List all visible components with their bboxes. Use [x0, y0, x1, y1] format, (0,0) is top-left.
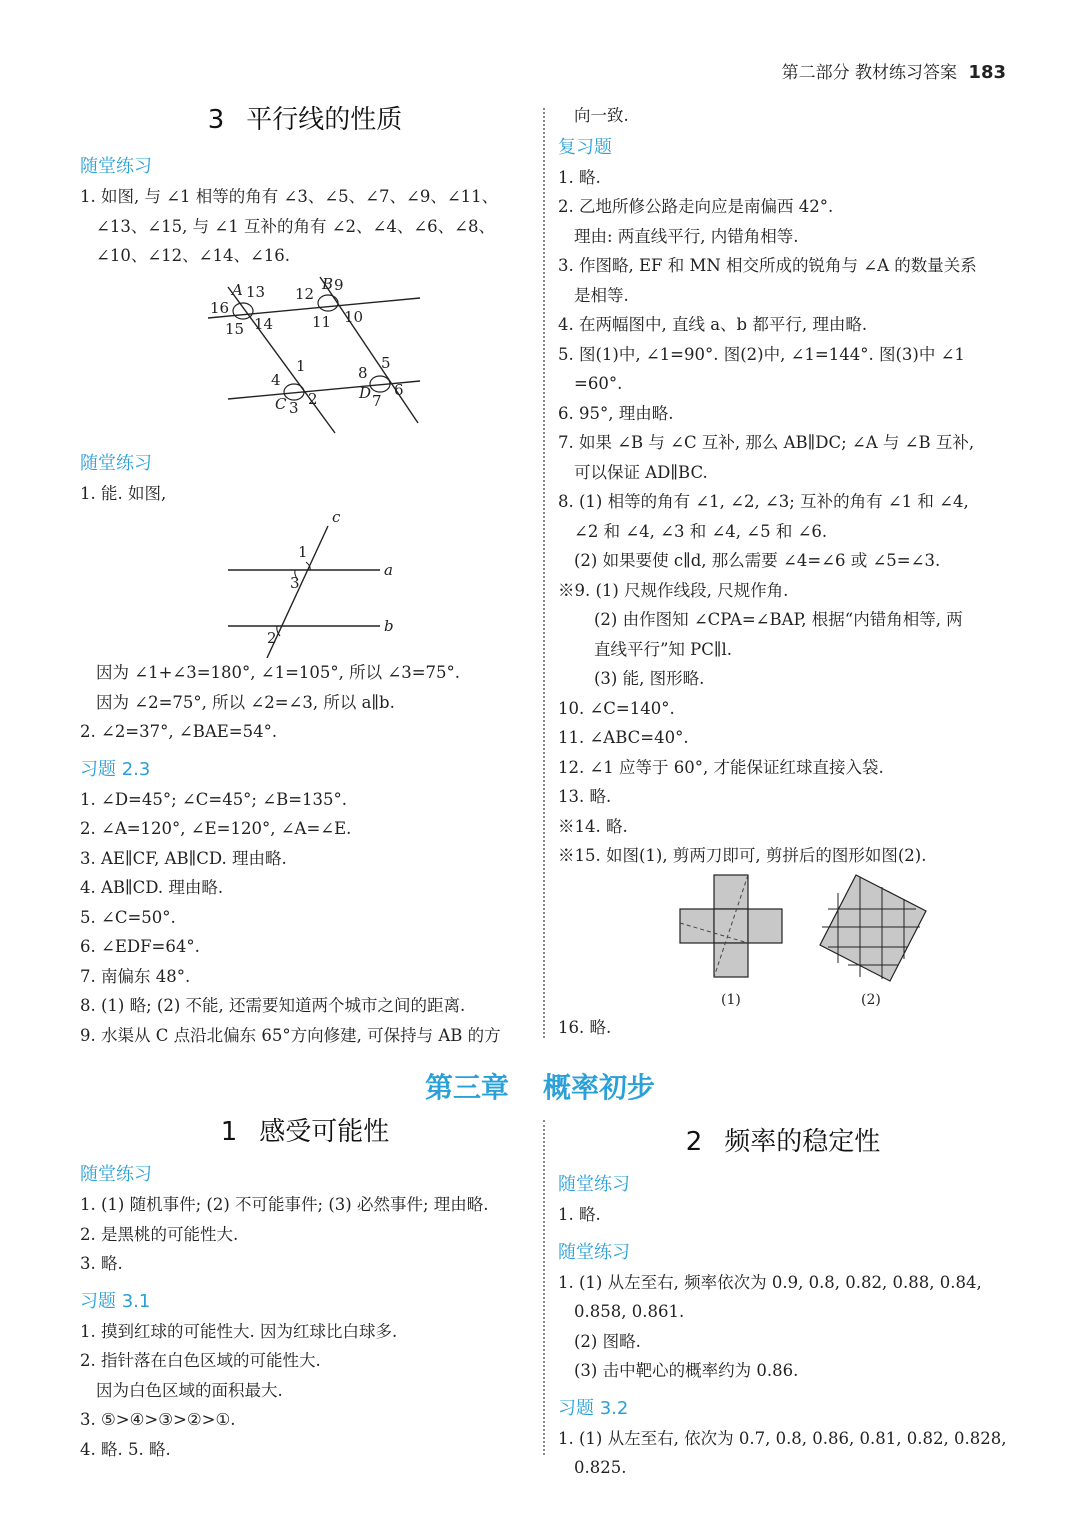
fig-label: 13	[246, 282, 266, 301]
answer-line: (2) 由作图知 ∠CPA=∠BAP, 根据“内错角相等, 两	[594, 610, 963, 629]
cross-square	[714, 943, 748, 977]
review-answers	[558, 163, 1008, 871]
answer-line: ∠10、∠12、∠14、∠16.	[96, 246, 291, 265]
answer-line: ※15. 如图(1), 剪两刀即可, 剪拼后的图形如图(2).	[558, 846, 927, 865]
answer-line: 3. 略.	[80, 1254, 123, 1273]
parallel-lines-figure-2	[80, 508, 530, 658]
column-divider-top	[543, 108, 545, 1038]
answer-line: 1. 能. 如图,	[80, 483, 167, 503]
fig-label: 14	[254, 314, 274, 333]
answer-line: (3) 击中靶心的概率约为 0.86.	[574, 1361, 799, 1380]
right-bottom-column	[558, 1124, 1008, 1483]
fig-label: 12	[295, 284, 315, 303]
answer-line: 8. (1) 相等的角有 ∠1, ∠2, ∠3; 互补的角有 ∠1 和 ∠4,	[558, 492, 969, 511]
page-header	[782, 58, 1006, 83]
answer-line: 3. 作图略, EF 和 MN 相交所成的锐角与 ∠A 的数量关系	[558, 256, 977, 275]
practice-answers	[558, 1268, 1008, 1386]
fig-label: 10	[344, 307, 364, 326]
fig-caption: (1)	[721, 991, 741, 1008]
subheading-classroom-practice: 随堂练习	[80, 156, 152, 177]
subheading-exercise-2-3: 习题 2.3	[80, 758, 151, 780]
subheading-exercise-3-2: 习题 3.2	[558, 1397, 629, 1419]
cross-square	[714, 875, 748, 909]
section-name: 感受可能性	[259, 1117, 390, 1147]
fig-label: 6	[394, 380, 404, 399]
page-number: 183	[968, 62, 1006, 83]
exercise-answers	[558, 1424, 1008, 1483]
answer-line: 16. 略.	[558, 1017, 612, 1037]
chapter-number: 第三章	[424, 1071, 509, 1104]
exercise-answers	[80, 1317, 530, 1465]
cross-square	[680, 909, 714, 943]
answer-line: 7. 如果 ∠B 与 ∠C 互补, 那么 AB∥DC; ∠A 与 ∠B 互补,	[558, 433, 975, 452]
answer-line: (3) 能, 图形略.	[594, 669, 705, 688]
answer-line: 12. ∠1 应等于 60°, 才能保证红球直接入袋.	[558, 757, 884, 777]
section-title-frequency-stability	[558, 1124, 1008, 1162]
section-number: 3	[207, 105, 225, 135]
fig-label: 7	[372, 391, 382, 410]
left-bottom-column	[80, 1114, 530, 1464]
answer-line: 5. ∠C=50°.	[80, 907, 176, 927]
subheading-classroom-practice: 随堂练习	[558, 1241, 630, 1263]
fig-label: 5	[381, 353, 391, 372]
answer-line: 9. 水渠从 C 点沿北偏东 65°方向修建, 可保持与 AB 的方	[80, 1025, 501, 1045]
answer-line: 3. AE∥CF, AB∥CD. 理由略.	[80, 848, 287, 868]
answer-line: 1. 略.	[558, 167, 601, 187]
answer-line: 1. 如图, 与 ∠1 相等的角有 ∠3、∠5、∠7、∠9、∠11、	[80, 187, 499, 206]
answer-line: 1. 摸到红球的可能性大. 因为红球比白球多.	[80, 1321, 398, 1341]
answer-line: ∠13、∠15, 与 ∠1 互补的角有 ∠2、∠4、∠6、∠8、	[96, 216, 495, 236]
subheading-classroom-practice: 随堂练习	[80, 1164, 152, 1185]
fig-label: B	[322, 274, 334, 293]
section-name: 频率的稳定性	[724, 1127, 881, 1157]
subheading-classroom-practice: 随堂练习	[558, 1174, 630, 1195]
fig-label: a	[384, 561, 393, 579]
fig-label: 9	[334, 275, 344, 294]
fig-label: 1	[298, 543, 308, 561]
subheading-classroom-practice: 随堂练习	[80, 452, 152, 474]
fig-label: 16	[210, 298, 230, 317]
fig-label: D	[359, 383, 372, 402]
answer-line: ※14. 略.	[558, 816, 628, 836]
answer-line: 1. (1) 从左至右, 频率依次为 0.9, 0.8, 0.82, 0.88, 0.84,	[558, 1272, 982, 1292]
fig-caption: (2)	[861, 991, 881, 1008]
answer-line: 2. ∠2=37°, ∠BAE=54°.	[80, 722, 278, 741]
subheading-exercise-3-1: 习题 3.1	[80, 1290, 151, 1312]
answer-line: 因为 ∠1+∠3=180°, ∠1=105°, 所以 ∠3=75°.	[96, 663, 461, 682]
angle-arc	[233, 303, 253, 319]
parallel-lines-figure-1	[80, 271, 530, 441]
answer-line: 1. (1) 随机事件; (2) 不可能事件; (3) 必然事件; 理由略.	[80, 1195, 489, 1214]
section-title-feel-possibility	[80, 1114, 530, 1152]
fig-label: 1	[296, 356, 306, 375]
fig-label: b	[384, 617, 394, 635]
section-number: 1	[220, 1117, 238, 1147]
cutting-figure	[558, 871, 1008, 1013]
chapter-name: 概率初步	[543, 1071, 656, 1104]
fig-label: 3	[289, 398, 299, 417]
answer-line: 13. 略.	[558, 787, 612, 806]
answer-line: 2. 是黑桃的可能性大.	[80, 1224, 239, 1244]
answer-line: 因为 ∠2=75°, 所以 ∠2=∠3, 所以 a∥b.	[96, 692, 395, 712]
fig-label: C	[275, 394, 287, 413]
left-top-column	[80, 100, 530, 1050]
column-divider-bottom	[543, 1120, 545, 1455]
cross-square	[714, 909, 748, 943]
answer-line: ∠2 和 ∠4, ∠3 和 ∠4, ∠5 和 ∠6.	[574, 521, 828, 541]
fig-label: 4	[271, 370, 281, 389]
fig-label: 2	[267, 629, 277, 647]
right-top-column	[558, 101, 1008, 1042]
answer-line: (2) 图略.	[574, 1331, 641, 1351]
answer-line: 直线平行”知 PC∥l.	[594, 639, 733, 659]
answer-line: 10. ∠C=140°.	[558, 698, 675, 718]
answer-line: 可以保证 AD∥BC.	[574, 462, 708, 482]
answer-line: ※9. (1) 尺规作线段, 尺规作角.	[558, 580, 789, 600]
answer-line: (2) 如果要使 c∥d, 那么需要 ∠4=∠6 或 ∠5=∠3.	[574, 551, 941, 570]
subheading-review-questions: 复习题	[558, 136, 612, 158]
fig-label: 2	[308, 389, 318, 408]
answer-line: 2. 乙地所修公路走向应是南偏西 42°.	[558, 197, 834, 216]
answer-line: 因为白色区域的面积最大.	[96, 1380, 283, 1400]
answer-line: 2. 指针落在白色区域的可能性大.	[80, 1351, 321, 1370]
answer-line: 1. ∠D=45°; ∠C=45°; ∠B=135°.	[80, 789, 348, 809]
answer-line: 6. ∠EDF=64°.	[80, 937, 200, 956]
fig-label: 15	[225, 319, 245, 338]
answer-line: 2. ∠A=120°, ∠E=120°, ∠A=∠E.	[80, 819, 352, 838]
fig-label: 3	[290, 574, 300, 592]
fig-label: A	[232, 280, 243, 299]
fig-label: 8	[358, 363, 368, 382]
answer-line: 4. AB∥CD. 理由略.	[80, 878, 224, 897]
answer-line: 4. 略. 5. 略.	[80, 1439, 171, 1459]
fig-label: c	[332, 508, 341, 526]
section-number: 2	[685, 1127, 703, 1157]
angle-arc	[318, 295, 338, 311]
section-name: 平行线的性质	[246, 105, 403, 135]
answer-line: 3. ⑤>④>③>②>①.	[80, 1410, 236, 1429]
answer-line: 5. 图(1)中, ∠1=90°. 图(2)中, ∠1=144°. 图(3)中 ∠1	[558, 344, 965, 364]
answer-line: 0.825.	[574, 1458, 627, 1477]
cross-square	[748, 909, 782, 943]
answer-line: 8. (1) 略; (2) 不能, 还需要知道两个城市之间的距离.	[80, 996, 466, 1015]
fig-label: 11	[312, 312, 332, 331]
answer-line: 1. (1) 从左至右, 依次为 0.7, 0.8, 0.86, 0.81, 0.82, 0.828,	[558, 1428, 1007, 1448]
answer-line: 理由: 两直线平行, 内错角相等.	[574, 226, 799, 246]
answer-line: 0.858, 0.861.	[574, 1302, 685, 1321]
chapter-title	[0, 1066, 1080, 1106]
header-text: 第二部分 教材练习答案	[781, 63, 958, 83]
answer-line: 6. 95°, 理由略.	[558, 403, 674, 423]
answer-line: 7. 南偏东 48°.	[80, 966, 191, 986]
answer-line: 向一致.	[574, 106, 629, 125]
answer-line: =60°.	[574, 374, 623, 393]
answer-line: 4. 在两幅图中, 直线 a、b 都平行, 理由略.	[558, 315, 868, 334]
section-title-parallel-lines	[80, 100, 530, 144]
answer-line: 1. 略.	[558, 1205, 601, 1224]
answer-line: 是相等.	[574, 285, 629, 305]
answer-line: 11. ∠ABC=40°.	[558, 728, 689, 747]
